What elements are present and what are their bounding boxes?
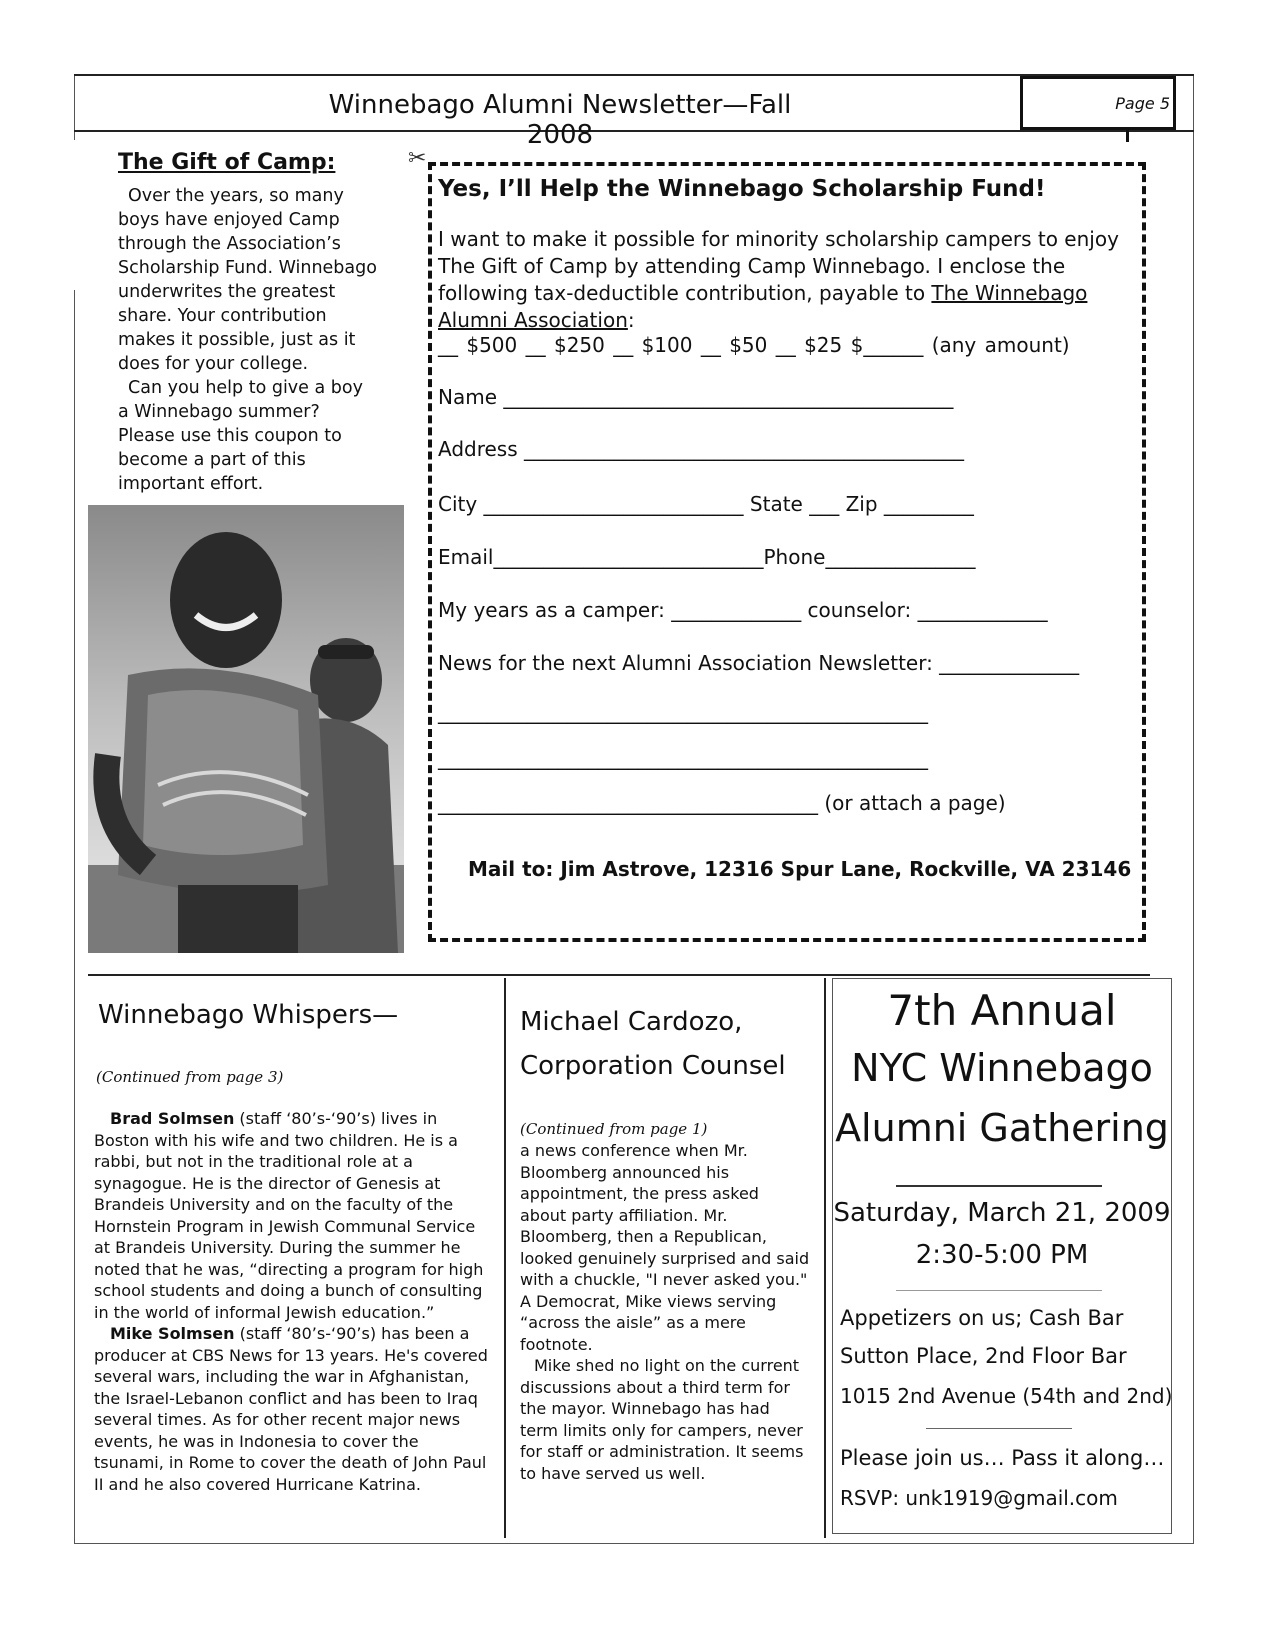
gathering-rule <box>896 1185 1102 1187</box>
page-number: Page 5 <box>1115 94 1170 113</box>
whispers-paragraph-1 <box>94 1108 492 1323</box>
gift-paragraph-2: Can you help to give a boy a Winnebago summer? Please use this coupon to become a part of this important effort. <box>118 378 363 494</box>
cardozo-heading-line1: Michael Cardozo, <box>520 1007 743 1037</box>
column-divider <box>504 978 506 1538</box>
gathering-venue: Sutton Place, 2nd Floor Bar <box>840 1344 1127 1368</box>
paragraph-text: (staff ‘80’s-‘90’s) lives in Boston with his wife and two children. He is a rabbi, but not in the traditional role at a synagogue. He is the director of Genesis at Brandeis University and on the faculty of the Hornstein Program in Jewish Communal Service at Brandeis University. During the summer he noted that he was, “directing a program for high school students and doing a bunch of consulting in the world of informal Jewish education.” <box>94 1109 484 1322</box>
gathering-rule <box>926 1428 1072 1429</box>
frame-gap <box>72 140 76 290</box>
coupon-intro-text: I want to make it possible for minority scholarship campers to enjoy The Gift of Camp by attending Camp Winnebago. I enclose the following tax-deductible contribution, payable to <box>438 227 1119 305</box>
scissors-icon: ✂ <box>408 146 427 171</box>
rsvp-email[interactable]: RSVP: unk1919@gmail.com <box>840 1486 1118 1510</box>
cardozo-continued: (Continued from page 1) <box>520 1120 708 1138</box>
cardozo-heading <box>520 1000 820 1088</box>
gathering-title-line2: NYC Winnebago <box>851 1046 1153 1090</box>
gathering-info-line: Appetizers on us; Cash Bar <box>840 1306 1124 1330</box>
page-box-tick <box>1126 128 1129 142</box>
cardozo-paragraph-2: Mike shed no light on the current discussions about a third term for the mayor. Winnebago has had term limits only for campers, never for staff or administration. It seems to have served us well. <box>520 1356 804 1483</box>
cardozo-heading-line2: Corporation Counsel <box>520 1051 786 1081</box>
section-divider <box>88 974 1150 976</box>
gathering-invite: Please join us… Pass it along… <box>840 1446 1165 1470</box>
donation-amounts[interactable]: __ $500 __ $250 __ $100 __ $50 __ $25 $______ (any amount) <box>438 333 1070 357</box>
camper-years-field[interactable]: My years as a camper: _____________ counselor: _____________ <box>438 598 1048 622</box>
gathering-address: 1015 2nd Avenue (54th and 2nd) <box>840 1384 1173 1408</box>
coupon-heading: Yes, I’ll Help the Winnebago Scholarship Fund! <box>438 176 1046 202</box>
whispers-heading: Winnebago Whispers— <box>98 1000 399 1030</box>
news-field[interactable]: News for the next Alumni Association Newsletter: ______________ <box>438 651 1080 675</box>
gathering-title-line3: Alumni Gathering <box>835 1106 1169 1150</box>
news-blank-line[interactable]: _________________________________________________ <box>438 700 928 724</box>
news-blank-line[interactable]: _________________________________________________ <box>438 746 928 770</box>
cardozo-paragraph-1: a news conference when Mr. Bloomberg announced his appointment, the press asked about party affiliation. Mr. Bloomberg, then a Republican, looked genuinely surprised and said with a chuckle, "I never asked you." A Democrat, Mike views serving “across the aisle” as a mere footnote. <box>520 1141 810 1354</box>
gift-of-camp-heading: The Gift of Camp: <box>118 150 336 175</box>
email-phone-field[interactable]: Email___________________________Phone_______________ <box>438 545 976 569</box>
gathering-date: Saturday, March 21, 2009 <box>833 1198 1171 1228</box>
whispers-paragraph-2 <box>94 1323 492 1495</box>
coupon-payee: The Winnebago Alumni Association <box>438 281 1088 332</box>
whispers-continued: (Continued from page 3) <box>96 1068 284 1086</box>
gift-paragraph-1: Over the years, so many boys have enjoyed Camp through the Association’s Scholarship Fund. Winnebago underwrites the greatest share. Your contribution makes it possible, just as it does for your college. <box>118 186 377 374</box>
newsletter-title: Winnebago Alumni Newsletter—Fall 2008 <box>328 90 792 150</box>
name-field[interactable]: Name _____________________________________________ <box>438 385 954 409</box>
campers-photo <box>88 505 404 953</box>
city-state-zip-field[interactable]: City __________________________ State ___ Zip _________ <box>438 492 974 516</box>
gathering-title-line1: 7th Annual <box>887 986 1117 1035</box>
news-attach-line[interactable]: ______________________________________ (or attach a page) <box>438 791 1006 815</box>
address-field[interactable]: Address ____________________________________________ <box>438 437 965 461</box>
coupon-intro: I want to make it possible for minority scholarship campers to enjoy The Gift of Camp by attending Camp Winnebago. I enclose the following tax-deductible contribution, payable to The Winnebago Alumni Association: <box>438 227 1119 332</box>
paragraph-text: (staff ‘80’s-‘90’s) has been a producer at CBS News for 13 years. He's covered several wars, including the war in Afghanistan, the Israel-Lebanon conflict and has been to Iraq several times. As for other recent major news events, he was in Indonesia to cover the tsunami, in Rome to cover the death of John Paul II and he also covered Hurricane Katrina. <box>94 1324 488 1494</box>
person-name: Brad Solmsen <box>110 1109 235 1128</box>
person-name: Mike Solmsen <box>110 1324 235 1343</box>
gathering-rule <box>896 1290 1102 1291</box>
mail-to-address: Mail to: Jim Astrove, 12316 Spur Lane, Rockville, VA 23146 <box>468 857 1132 881</box>
gathering-time: 2:30-5:00 PM <box>915 1240 1089 1270</box>
column-divider <box>824 978 826 1538</box>
